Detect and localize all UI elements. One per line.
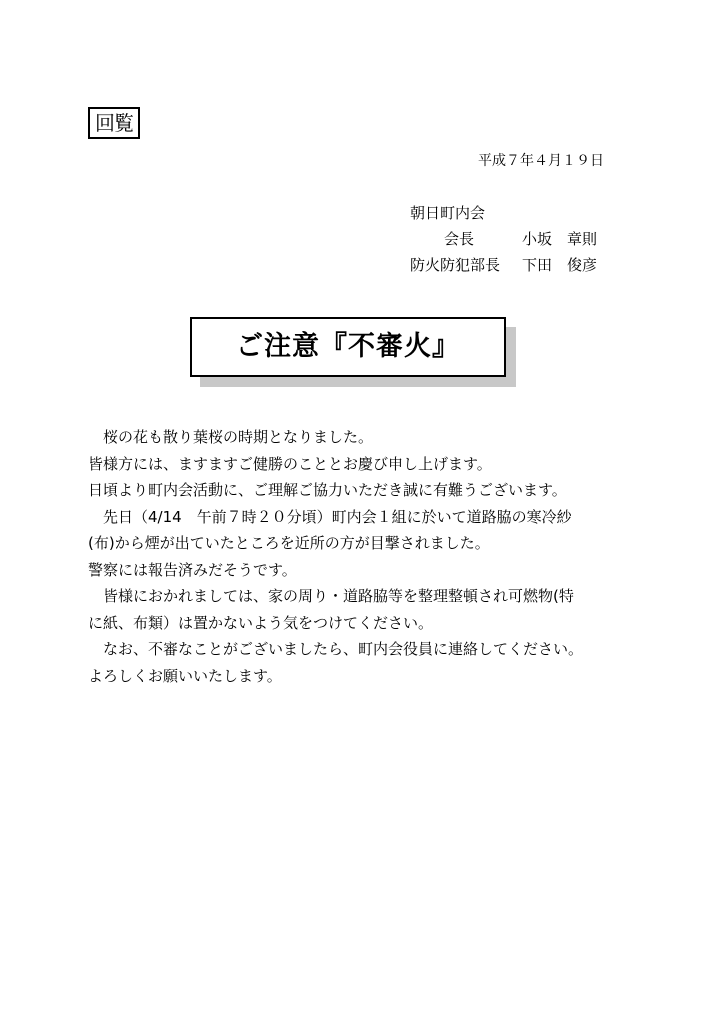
body-line: 警察には報告済みだそうです。 [88,560,297,579]
body-line: (布)から煙が出ていたところを近所の方が目撃されました。 [88,534,490,552]
title-box [190,317,506,377]
document-date: 平成７年４月１９日 [478,153,604,169]
body-line: 皆様におかれましては、家の周り・道路脇等を整理整頓され可燃物(特 [103,587,574,605]
circulation-stamp: 回覧 [88,107,140,139]
body-line: 日頃より町内会活動に、ご理解ご協力いただき誠に有難うございます。 [88,481,567,499]
notice-body [88,424,648,689]
body-line: なお、不審なことがございましたら、町内会役員に連絡してください。 [103,640,584,658]
sender-officer-fire-prevention [410,252,630,278]
sender-block [410,200,630,278]
body-line: 皆様方には、ますますご健勝のこととお慶び申し上げます。 [88,454,492,473]
body-line: 桜の花も散り葉桜の時期となりました。 [103,428,374,446]
sender-organization: 朝日町内会 [410,204,486,222]
officer-name: 下田 俊彦 [522,256,598,274]
notice-title: ご注意『不審火』 [236,331,460,362]
sender-officer-chairman [410,226,630,252]
body-line: に紙、布類）は置かないよう気をつけてください。 [88,613,434,632]
officer-role: 防火防犯部長 [410,256,501,274]
body-line: 先日（4/14 午前７時２０分頃）町内会１組に於いて道路脇の寒冷紗 [103,507,572,526]
body-line: よろしくお願いいたします。 [88,666,282,685]
officer-name: 小坂 章則 [522,230,598,248]
officer-role: 会長 [444,230,475,248]
